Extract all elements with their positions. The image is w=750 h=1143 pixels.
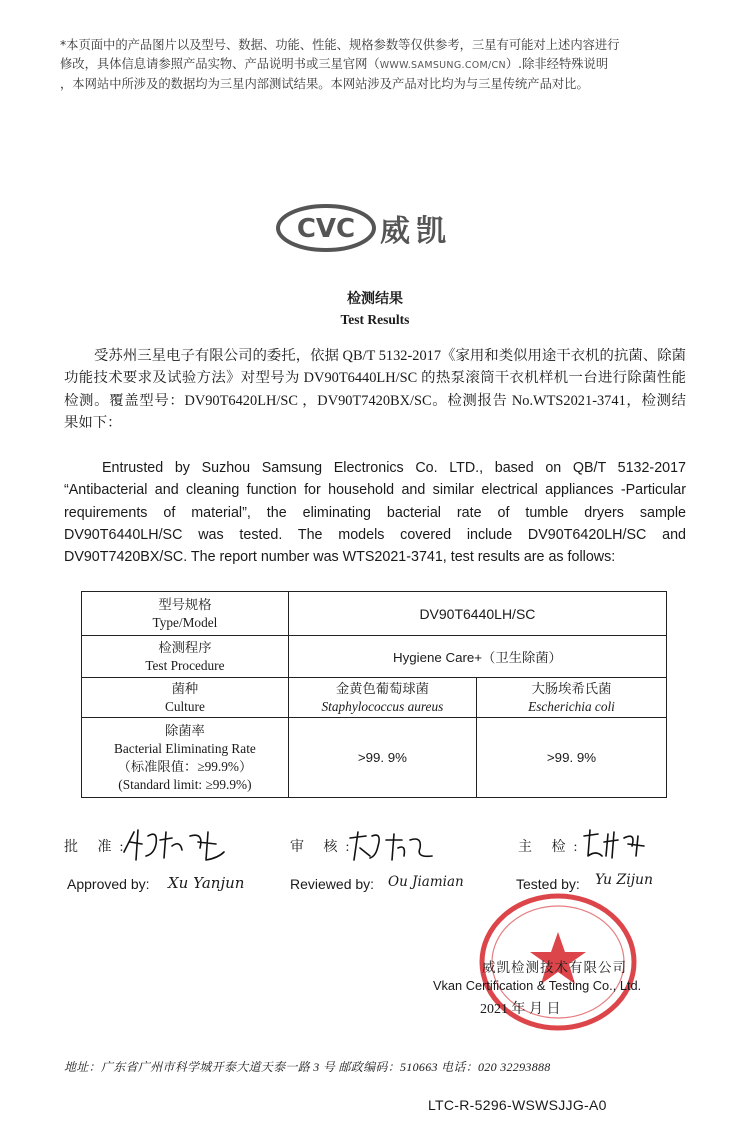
disclaimer-line-2: 修改，具体信息请参照产品实物、产品说明书或三星官网（WWW.SAMSUNG.COM/CN）.除非经特殊说明 — [60, 57, 609, 71]
company-name-en: Vkan Certification & Testing Co., Ltd. — [433, 978, 642, 993]
table-row-culture — [82, 678, 667, 718]
rate-value-1: >99. 9% — [288, 718, 476, 798]
culture-label: 菌种 Culture — [82, 678, 289, 718]
reviewed-label-cn: 审 核: — [290, 840, 358, 855]
model-label: 型号规格 Type/Model — [82, 592, 289, 636]
table-row-model — [82, 592, 667, 636]
results-table — [81, 591, 667, 798]
disclaimer-line-3: ，本网站中所涉及的数据均为三星内部测试结果。本网站涉及产品对比均为与三星传统产品对比。 — [60, 77, 589, 91]
tested-signature-cn-icon — [580, 826, 660, 862]
table-row-rate — [82, 718, 667, 798]
approved-signature: Xu Yanjun — [168, 874, 245, 892]
reviewed-signature-cn-icon — [346, 826, 441, 866]
rate-label: 除菌率 Bacterial Eliminating Rate （标准限值：≥99.9%） (Standard limit: ≥99.9%) — [82, 718, 289, 798]
logo-mark: CVC — [296, 214, 356, 244]
disclaimer-line-1: *本页面中的产品图片以及型号、数据、功能、性能、规格参数等仅供参考，三星有可能对上述内容进行 — [60, 38, 620, 52]
approved-label-en: Approved by: — [67, 876, 150, 892]
samsung-url: WWW.SAMSUNG.COM/CN — [379, 60, 506, 71]
reviewed-signature: Ou Jiamian — [388, 874, 464, 890]
procedure-label: 检测程序 Test Procedure — [82, 636, 289, 678]
approved-label-cn: 批 准: — [64, 840, 132, 855]
rate-value-2: >99. 9% — [476, 718, 666, 798]
procedure-value: Hygiene Care+（卫生除菌） — [288, 636, 666, 678]
tested-label-en: Tested by: — [516, 876, 580, 892]
address-line: 地址：广东省广州市科学城开泰大道天泰一路 3 号 邮政编码：510663 电话：020 32293888 — [64, 1060, 551, 1074]
logo-name: 威凯 — [380, 214, 452, 249]
culture-2: 大肠埃希氏菌 Escherichia coli — [476, 678, 666, 718]
culture-1: 金黄色葡萄球菌 Staphylococcus aureus — [288, 678, 476, 718]
intro-paragraph-cn: 受苏州三星电子有限公司的委托，依据 QB/T 5132-2017《家用和类似用途干衣机的抗菌、除菌功能技术要求及试验方法》对型号为 DV90T6440LH/SC 的热泵滚筒干衣机样机一台进行除菌性能检测。覆盖型号：DV90T6420LH/SC ，DV90T7420BX/SC。检测报告 No.WTS2021-3741，检测结果如下： — [64, 348, 686, 431]
title-cn: 检测结果 — [347, 292, 403, 307]
tested-label-cn: 主 检: — [518, 840, 586, 855]
title-en: Test Results — [340, 312, 410, 327]
tested-signature: Yu Zijun — [595, 872, 654, 888]
model-value: DV90T6440LH/SC — [288, 592, 666, 636]
report-date: 2021 年 月 日 — [480, 1002, 561, 1017]
approved-signature-cn-icon — [120, 822, 245, 866]
disclaimer — [60, 36, 700, 94]
document-code: LTC-R-5296-WSWSJJG-A0 — [428, 1097, 607, 1113]
intro-paragraph-en: Entrusted by Suzhou Samsung Electronics Co. LTD., based on QB/T 5132-2017 “Antibacterial and cleaning function for household and similar electrical appliances -Particular requirements of material”, the eliminating bacterial rate of tumble dryers sample DV90T6440LH/SC was tested. The models covered include DV90T6420LH/SC and DV90T7420BX/SC. The report number was WTS2021-3741, test results are as follows: — [64, 460, 686, 566]
company-name-cn: 威凯检测技术有限公司 — [482, 960, 627, 975]
reviewed-label-en: Reviewed by: — [290, 876, 375, 892]
table-row-procedure — [82, 636, 667, 678]
